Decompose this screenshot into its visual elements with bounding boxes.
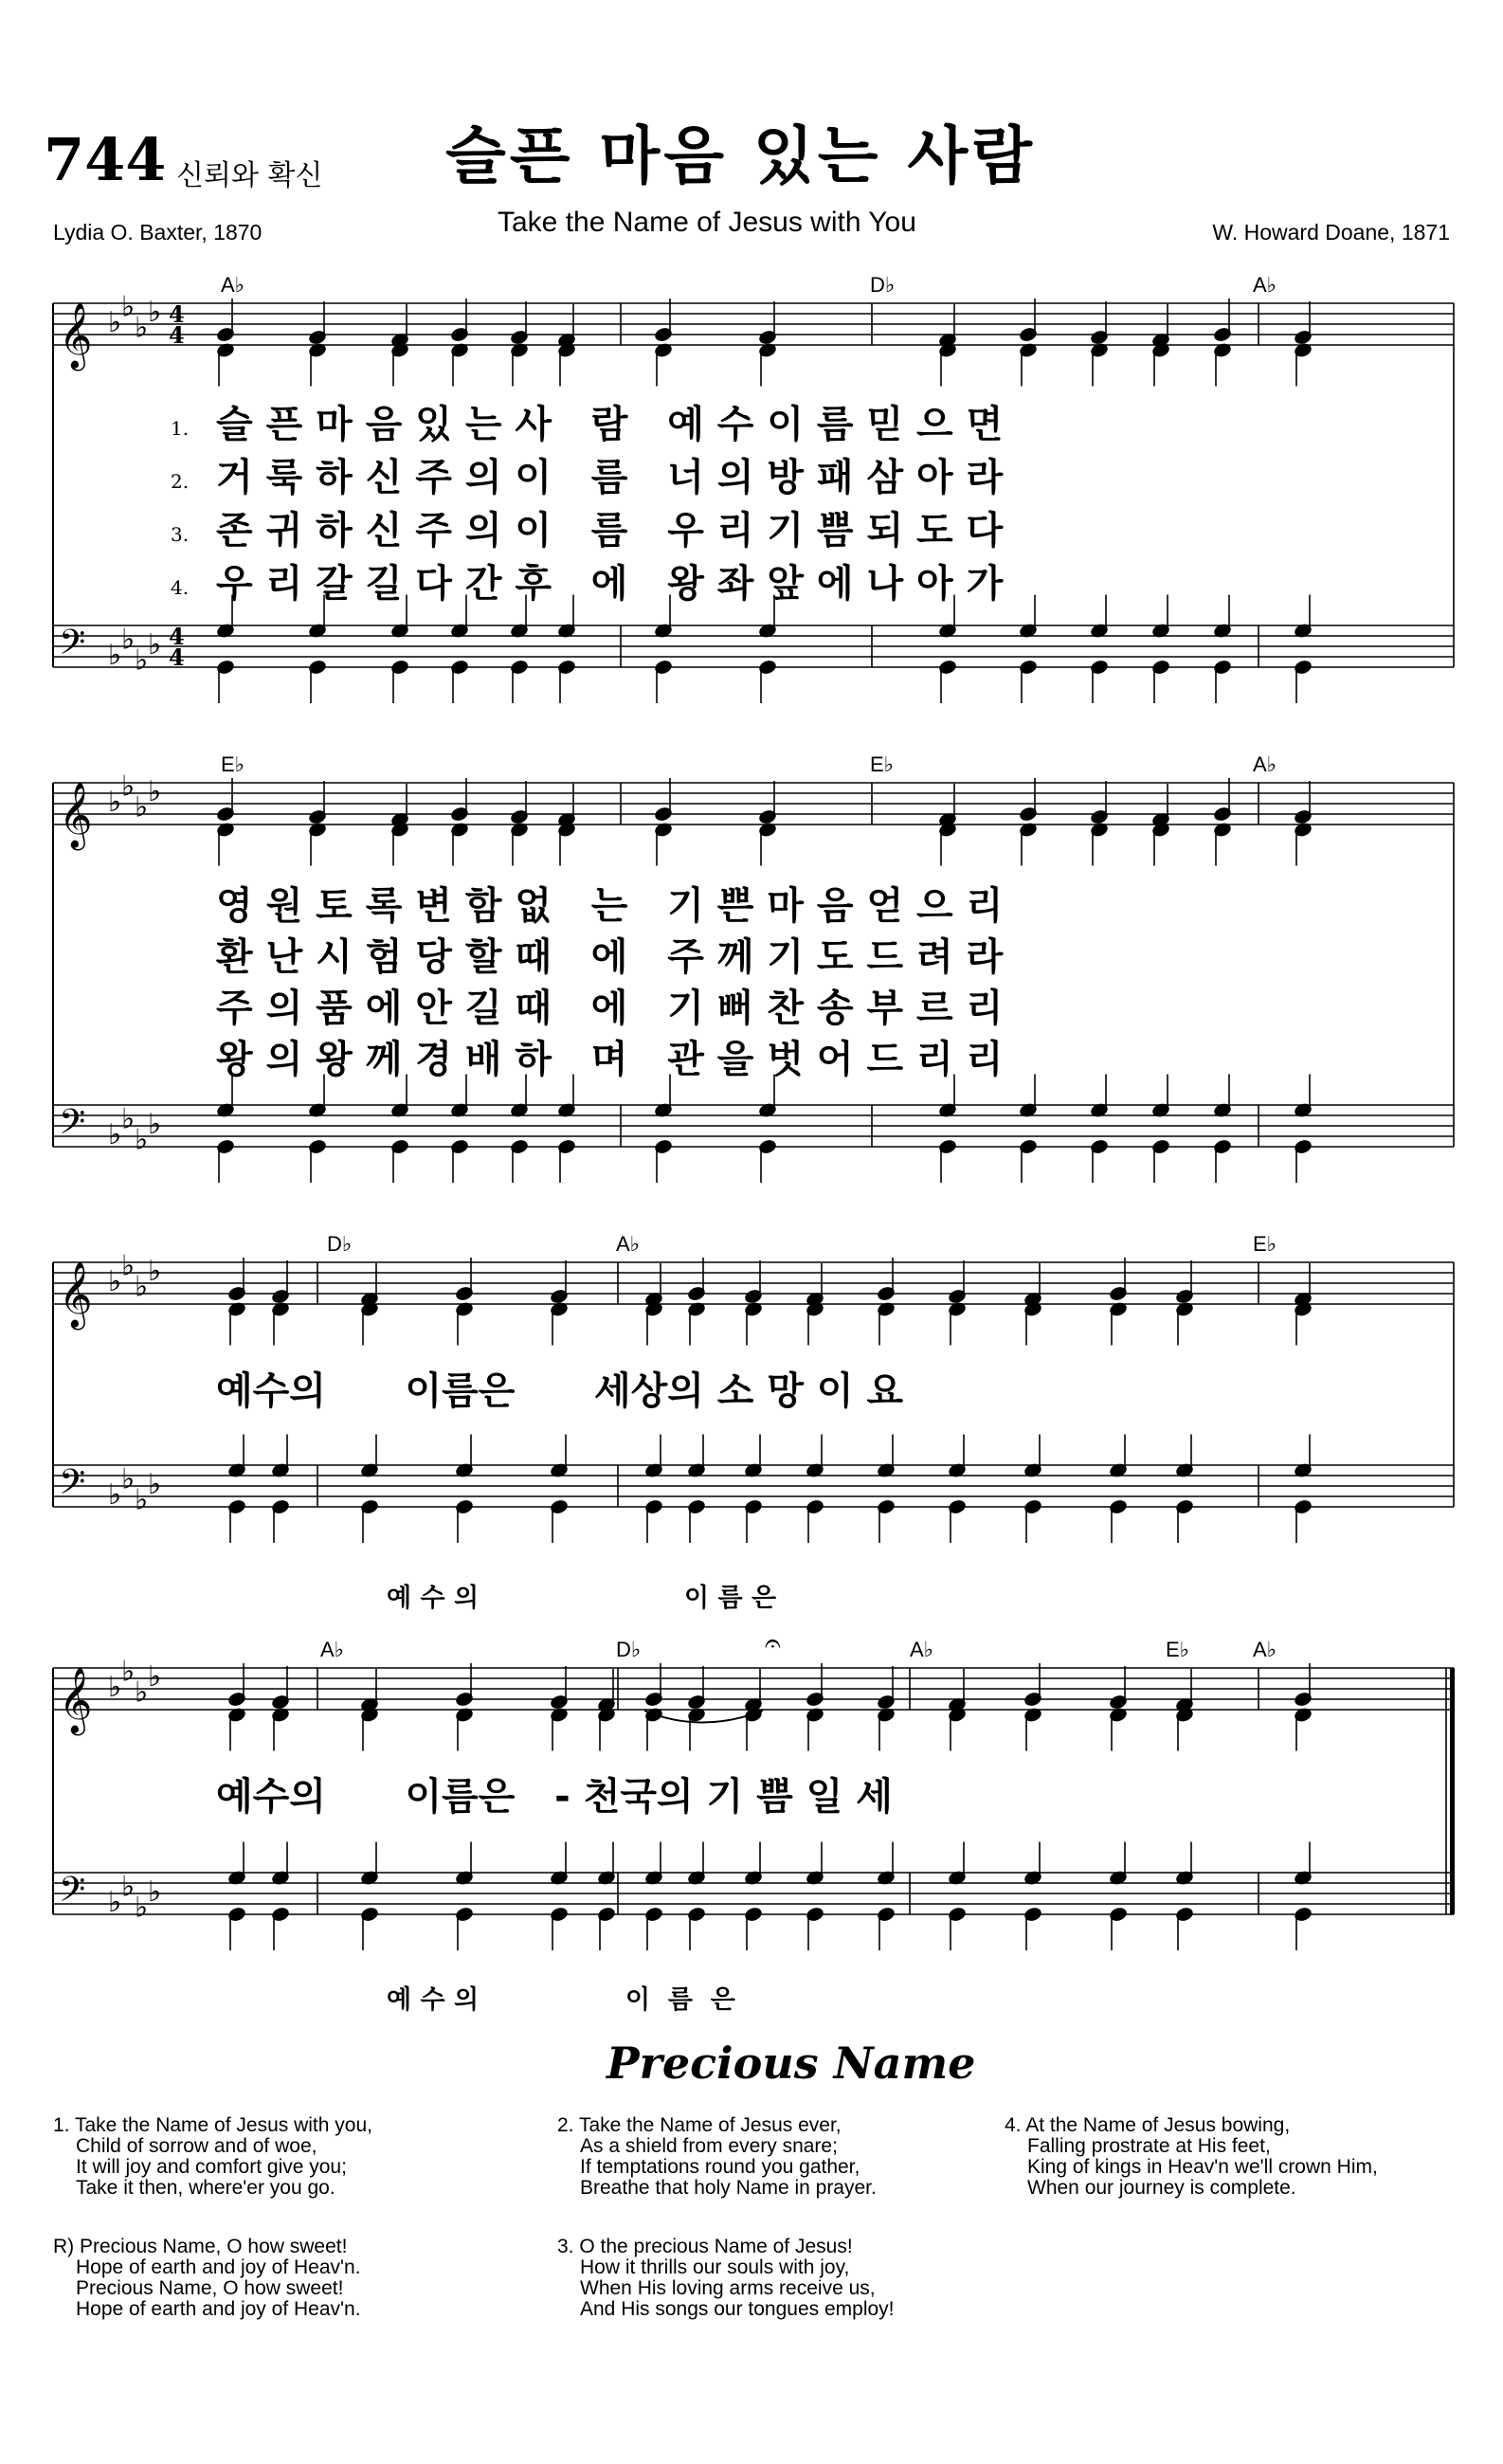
lyric-line-verse-4: 왕 의 왕 께 경 배 하 며 관 을 벗 어 드 리 리 [216,1038,1004,1081]
flat-icon: ♭ [135,1123,149,1157]
lyric-line-verse-3: 존 귀 하 신 주 의 이 름 우 리 기 쁨 되 도 다 [216,509,1004,553]
english-stanza-2 [557,2115,877,2199]
flat-icon: ♭ [108,1118,122,1151]
flat-icon: ♭ [135,1891,149,1925]
flat-icon: ♭ [108,1265,122,1298]
lyric-line-verse-2: 환 난 시 험 당 할 때 에 주 께 기 도 드 려 라 [216,935,1004,979]
flat-icon: ♭ [135,1676,149,1710]
lyric-line-verse-4: 우 리 갈 길 다 간 후 에 왕 좌 앞 에 나 아 가 [216,562,1004,606]
stanza-line: Hope of earth and joy of Heav'n. [76,2256,361,2278]
refrain-lyric-line: 예수의 이름은 - 천국의 기 쁨 일 세 [216,1775,893,1819]
bass-echo-lyric: 예 수 의 [387,1584,480,1613]
treble-clef-icon: 𝄞 [59,302,93,369]
stanza-line: When His loving arms receive us, [580,2277,876,2299]
stanza-line: 2. Take the Name of Jesus ever, [557,2114,842,2136]
flat-icon: ♭ [135,790,149,824]
flat-icon: ♭ [135,643,149,678]
flat-icon: ♭ [108,786,122,819]
flat-icon: ♭ [135,1270,149,1304]
verse-number: 2. [171,470,190,493]
stanza-line: Precious Name, O how sweet! [76,2277,344,2299]
stanza-line: 3. O the precious Name of Jesus! [557,2236,853,2257]
english-stanza-1 [53,2115,372,2199]
lyricist-credit: Lydia O. Baxter, 1870 [53,220,263,245]
stanza-line: And His songs our tongues employ! [580,2298,895,2320]
chord-symbol: D♭ [616,1638,642,1661]
flat-icon: ♭ [121,290,136,324]
time-signature-numerator: 4 [169,300,185,328]
chord-symbol: E♭ [1166,1638,1190,1661]
chord-symbol: A♭ [1253,273,1277,297]
stanza-line: It will joy and comfort give you; [76,2156,347,2178]
stanza-line: Hope of earth and joy of Heav'n. [76,2298,361,2320]
stanza-line: Falling prostrate at His feet, [1027,2135,1271,2157]
time-signature-denominator: 4 [169,643,185,671]
flat-icon: ♭ [148,628,162,661]
bass-echo-lyric: 이 름 은 [684,1584,777,1613]
stanza-line: 4. At the Name of Jesus bowing, [1005,2114,1291,2136]
stanza-line: King of kings in Heav'n we'll crown Him, [1027,2156,1378,2178]
verse-number: 3. [171,523,190,546]
stanza-line: If temptations round you gather, [580,2156,860,2178]
refrain-lyric-line: 예수의 이름은 세상의 소 망 이 요 [216,1369,904,1413]
flat-icon: ♭ [148,1875,162,1909]
lyric-line-verse-2: 거 룩 하 신 주 의 이 름 너 의 방 패 삼 아 라 [216,456,1004,499]
stanza-line: Take it then, where'er you go. [76,2177,335,2199]
english-stanza-4 [1005,2115,1378,2199]
fermata-icon: 𝄐 [765,1627,781,1660]
time-signature-numerator: 4 [169,623,185,650]
treble-clef-icon: 𝄞 [59,782,93,848]
flat-icon: ♭ [148,1660,162,1694]
lyric-line-verse-3: 주 의 품 에 안 길 때 에 기 뻐 찬 송 부 르 리 [216,987,1004,1030]
hymn-number: 744 [44,125,167,194]
time-signature-denominator: 4 [169,321,185,349]
flat-icon: ♭ [135,1483,149,1517]
flat-icon: ♭ [121,1102,136,1136]
flat-icon: ♭ [121,1655,136,1689]
bass-clef-icon: 𝄢 [59,623,86,671]
chord-symbol: E♭ [221,752,245,776]
stanza-line: When our journey is complete. [1027,2177,1296,2199]
bass-echo-lyric: 예 수 의 [387,1985,480,2015]
flat-icon: ♭ [121,1462,136,1496]
flat-icon: ♭ [135,311,149,345]
flat-icon: ♭ [108,1478,122,1512]
english-stanza-3 [557,2237,895,2320]
flat-icon: ♭ [108,306,122,339]
stanza-line: Child of sorrow and of woe, [76,2135,317,2157]
flat-icon: ♭ [148,1468,162,1501]
treble-clef-icon: 𝄞 [59,1261,93,1328]
english-refrain [53,2237,361,2320]
stanza-line: How it thrills our souls with joy, [580,2256,850,2278]
bass-clef-icon: 𝄢 [59,1870,86,1918]
flat-icon: ♭ [121,623,136,657]
chord-symbol: A♭ [616,1232,641,1256]
bass-clef-icon: 𝄢 [59,1462,86,1511]
flat-icon: ♭ [108,639,122,672]
stanza-line: As a shield from every snare; [580,2135,838,2157]
chord-symbol: D♭ [870,273,896,297]
composer-credit: W. Howard Doane, 1871 [1212,220,1450,245]
chord-symbol: A♭ [221,273,245,297]
bass-clef-icon: 𝄢 [59,1102,86,1150]
stanza-line: 1. Take the Name of Jesus with you, [53,2114,372,2136]
stanza-line: R) Precious Name, O how sweet! [53,2236,348,2257]
flat-icon: ♭ [121,1249,136,1283]
chord-symbol: A♭ [910,1638,934,1661]
hymn-title-english: Take the Name of Jesus with You [498,207,916,238]
final-barline [1450,1668,1455,1914]
flat-icon: ♭ [121,770,136,804]
flat-icon: ♭ [148,1255,162,1288]
lyric-line-verse-1: 슬 픈 마 음 있 는 사 람 예 수 이 름 믿 으 면 [216,403,1004,446]
flat-icon: ♭ [148,296,162,329]
treble-clef-icon: 𝄞 [59,1667,93,1733]
lyric-line-verse-1: 영 원 토 록 변 함 없 는 기 쁜 마 음 얻 으 리 [216,884,1004,928]
flat-icon: ♭ [121,1870,136,1904]
chord-symbol: A♭ [1253,752,1277,776]
flat-icon: ♭ [148,775,162,808]
chord-symbol: E♭ [870,752,895,776]
chord-symbol: A♭ [1253,1638,1277,1661]
verse-number: 4. [171,576,190,599]
hymn-category: 신뢰와 확신 [176,159,323,192]
hymn-title-korean: 슬픈 마음 있는 사람 [445,119,1036,192]
chord-symbol: A♭ [320,1638,345,1661]
bass-echo-lyric: 이 름 은 [625,1985,735,2015]
flat-icon: ♭ [148,1108,162,1141]
verse-number: 1. [171,417,190,440]
flat-icon: ♭ [108,1886,122,1919]
english-hymn-title: Precious Name [607,2038,976,2089]
chord-symbol: D♭ [327,1232,353,1256]
flat-icon: ♭ [108,1671,122,1704]
stanza-line: Breathe that holy Name in prayer. [580,2177,877,2199]
chord-symbol: E♭ [1253,1232,1277,1256]
